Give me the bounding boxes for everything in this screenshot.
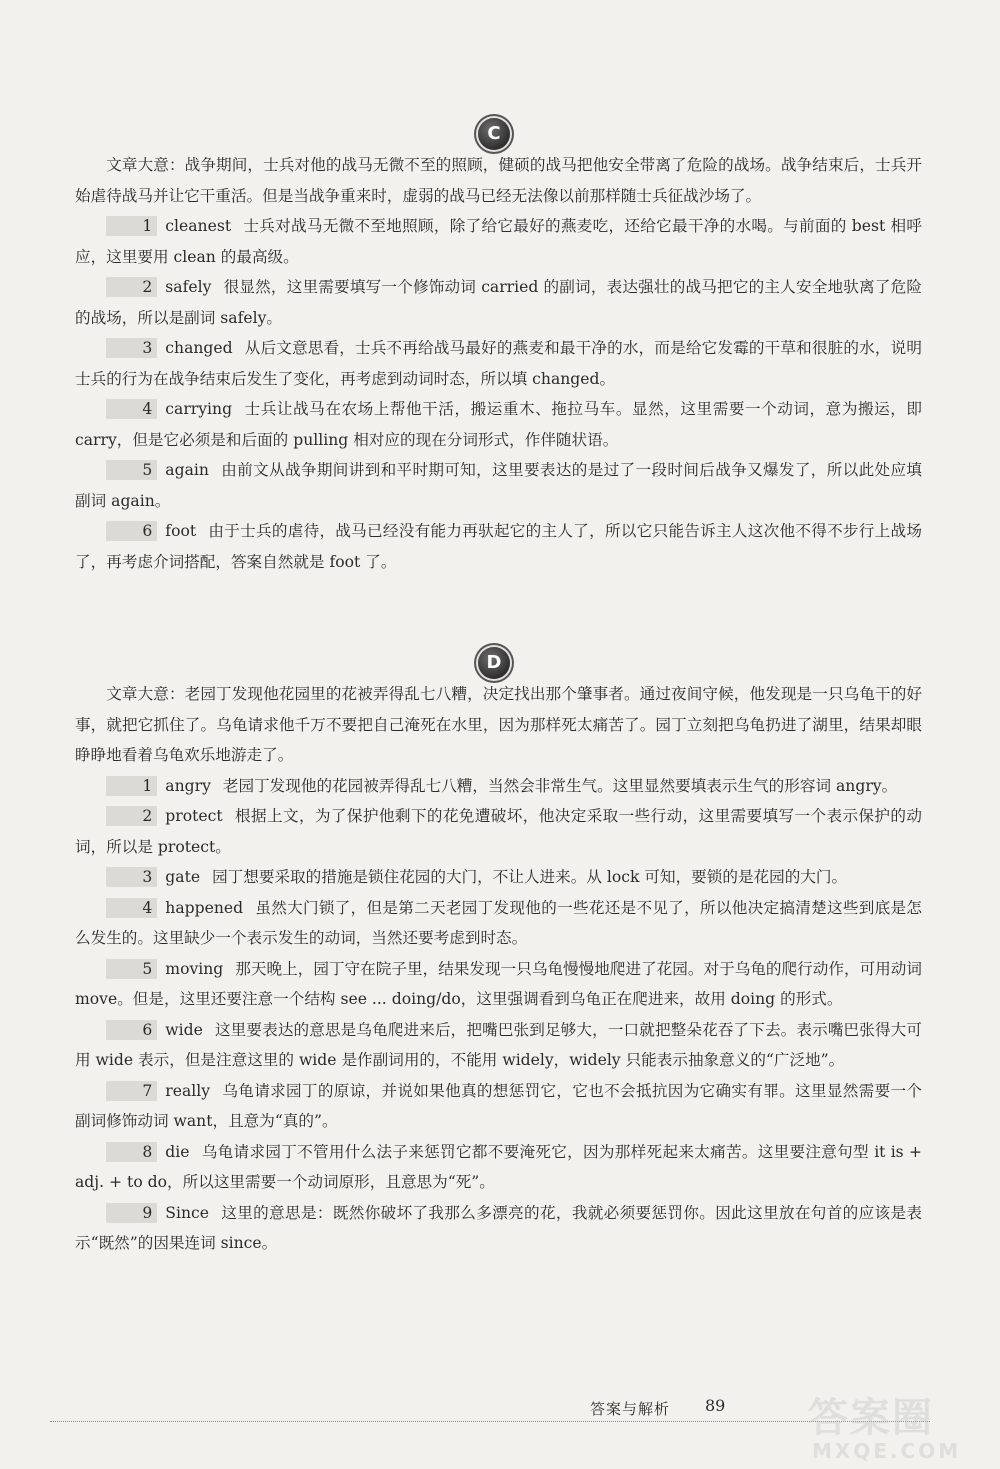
- item-number: 1: [106, 216, 157, 236]
- item-number: 3: [106, 867, 157, 887]
- explanation-text: 这里要表达的意思是乌龟爬进来后，把嘴巴张到足够大，一口就把整朵花吞了下去。表示嘴巴张得大可用 wide 表示，但是注意这里的 wide 是作副词用的，不能用 widely，widely 只能表示抽象意义的“广泛地”。: [75, 1020, 922, 1069]
- watermark-url: MXQE.COM: [812, 1439, 962, 1463]
- item-number: 8: [106, 1142, 157, 1162]
- explanation-text: 虽然大门锁了，但是第二天老园丁发现他的一些花还是不见了，所以他决定搞清楚这些到底是怎么发生的。这里缺少一个表示发生的动词，当然还要考虑到时态。: [75, 898, 922, 947]
- explanation-text: 老园丁发现他的花园被弄得乱七八糟，当然会非常生气。这里显然要填表示生气的形容词 angry。: [222, 776, 898, 795]
- section-c-item: [75, 272, 922, 333]
- footer-divider: [50, 1421, 930, 1422]
- answer-word: carrying: [165, 400, 233, 418]
- answer-word: foot: [165, 522, 197, 540]
- answer-word: angry: [165, 776, 211, 795]
- explanation-text: 士兵让战马在农场上帮他干活，搬运重木、拖拉马车。显然，这里需要一个动词，意为搬运，即 carry，但是它必须是和后面的 pulling 相对应的现在分词形式，作伴随状语。: [75, 400, 922, 449]
- section-d-item: [75, 862, 922, 893]
- item-number: 6: [106, 1020, 157, 1040]
- answer-word: changed: [165, 339, 233, 357]
- item-number: 5: [106, 460, 157, 480]
- answer-word: wide: [165, 1020, 203, 1039]
- explanation-text: 乌龟请求园丁不管用什么法子来惩罚它都不要淹死它，因为那样死起来太痛苦。这里要注意句型 it is + adj. + to do，所以这里需要一个动词原形，且意思为“死”。: [75, 1142, 922, 1191]
- item-number: 2: [106, 277, 157, 297]
- answer-word: cleanest: [165, 217, 232, 235]
- item-number: 3: [106, 338, 157, 358]
- explanation-text: 根据上文，为了保护他剩下的花免遭破坏，他决定采取一些行动，这里需要填写一个表示保护的动词，所以是 protect。: [75, 807, 922, 856]
- section-d-summary: 文章大意：老园丁发现他花园里的花被弄得乱七八糟，决定找出那个肇事者。通过夜间守候，他发现是一只乌龟干的好事，就把它抓住了。乌龟请求他千万不要把自己淹死在水里，因为那样死太痛苦了。园丁立刻把乌龟扔进了湖里，结果却眼睁睁地看着乌龟欢乐地游走了。: [75, 685, 922, 764]
- explanation-text: 从后文意思看，士兵不再给战马最好的燕麦和最干净的水，而是给它发霉的干草和很脏的水，说明士兵的行为在战争结束后发生了变化，再考虑到动词时态，所以填 changed。: [75, 339, 922, 388]
- page-number: 89: [705, 1396, 726, 1415]
- section-d-item: [75, 1137, 922, 1198]
- section-c: [75, 150, 922, 577]
- answer-word: really: [165, 1081, 211, 1100]
- section-d-item: [75, 1076, 922, 1137]
- section-d-item: [75, 771, 922, 802]
- answer-word: safely: [165, 278, 212, 296]
- item-number: 1: [106, 776, 157, 796]
- answer-word: gate: [165, 868, 201, 886]
- section-c-summary: 文章大意：战争期间，士兵对他的战马无微不至的照顾，健硕的战马把他安全带离了危险的战场。战争结束后，士兵开始虐待战马并让它干重活。但是当战争重来时，虚弱的战马已经无法像以前那样随士兵征战沙场了。: [75, 156, 922, 205]
- section-c-item: [75, 455, 922, 516]
- explanation-text: 士兵对战马无微不至地照顾，除了给它最好的燕麦吃，还给它最干净的水喝。与前面的 best 相呼应，这里要用 clean 的最高级。: [75, 217, 922, 266]
- section-d-item: [75, 801, 922, 862]
- watermark-logo: [808, 1396, 988, 1464]
- answer-word: Since: [165, 1203, 209, 1222]
- section-d-item: [75, 1198, 922, 1259]
- section-d-badge: D: [478, 647, 510, 679]
- section-d-items: [75, 771, 922, 1259]
- explanation-text: 园丁想要采取的措施是锁住花园的大门，不让人进来。从 lock 可知，要锁的是花园的大门。: [212, 868, 848, 886]
- item-number: 9: [106, 1203, 157, 1223]
- section-c-item: [75, 516, 922, 577]
- section-d: [75, 679, 922, 1259]
- answer-word: happened: [165, 898, 244, 917]
- item-number: 6: [106, 521, 157, 541]
- explanation-text: 这里的意思是：既然你破坏了我那么多漂亮的花，我就必须要惩罚你。因此这里放在句首的应该是表示“既然”的因果连词 since。: [75, 1203, 922, 1252]
- answer-word: die: [165, 1142, 190, 1161]
- watermark-text: 答案圈: [808, 1395, 934, 1441]
- section-d-item: [75, 954, 922, 1015]
- explanation-text: 那天晚上，园丁守在院子里，结果发现一只乌龟慢慢地爬进了花园。对于乌龟的爬行动作，可用动词 move。但是，这里还要注意一个结构 see ... doing/do，这里强调看到乌龟正在爬进来，故用 doing 的形式。: [75, 959, 922, 1008]
- item-number: 4: [106, 399, 157, 419]
- explanation-text: 很显然，这里需要填写一个修饰动词 carried 的副词，表达强壮的战马把它的主人安全地驮离了危险的战场，所以是副词 safely。: [75, 278, 922, 327]
- explanation-text: 乌龟请求园丁的原谅，并说如果他真的想惩罚它，它也不会抵抗因为它确实有罪。这里显然需要一个副词修饰动词 want，且意为“真的”。: [75, 1081, 922, 1130]
- section-c-item: [75, 394, 922, 455]
- item-number: 7: [106, 1081, 157, 1101]
- item-number: 2: [106, 806, 157, 826]
- answer-word: protect: [165, 807, 223, 825]
- footer-label: 答案与解析: [590, 1400, 671, 1418]
- item-number: 5: [106, 959, 157, 979]
- item-number: 4: [106, 898, 157, 918]
- section-d-item: [75, 1015, 922, 1076]
- explanation-text: 由前文从战争期间讲到和平时期可知，这里要表达的是过了一段时间后战争又爆发了，所以此处应填副词 again。: [75, 461, 922, 510]
- section-c-items: [75, 211, 922, 577]
- answer-word: moving: [165, 959, 224, 978]
- section-c-badge: C: [478, 118, 510, 150]
- section-c-item: [75, 333, 922, 394]
- section-c-item: [75, 211, 922, 272]
- answer-word: again: [165, 461, 209, 479]
- section-d-item: [75, 893, 922, 954]
- explanation-text: 由于士兵的虐待，战马已经没有能力再驮起它的主人了，所以它只能告诉主人这次他不得不步行上战场了，再考虑介词搭配，答案自然就是 foot 了。: [75, 522, 922, 571]
